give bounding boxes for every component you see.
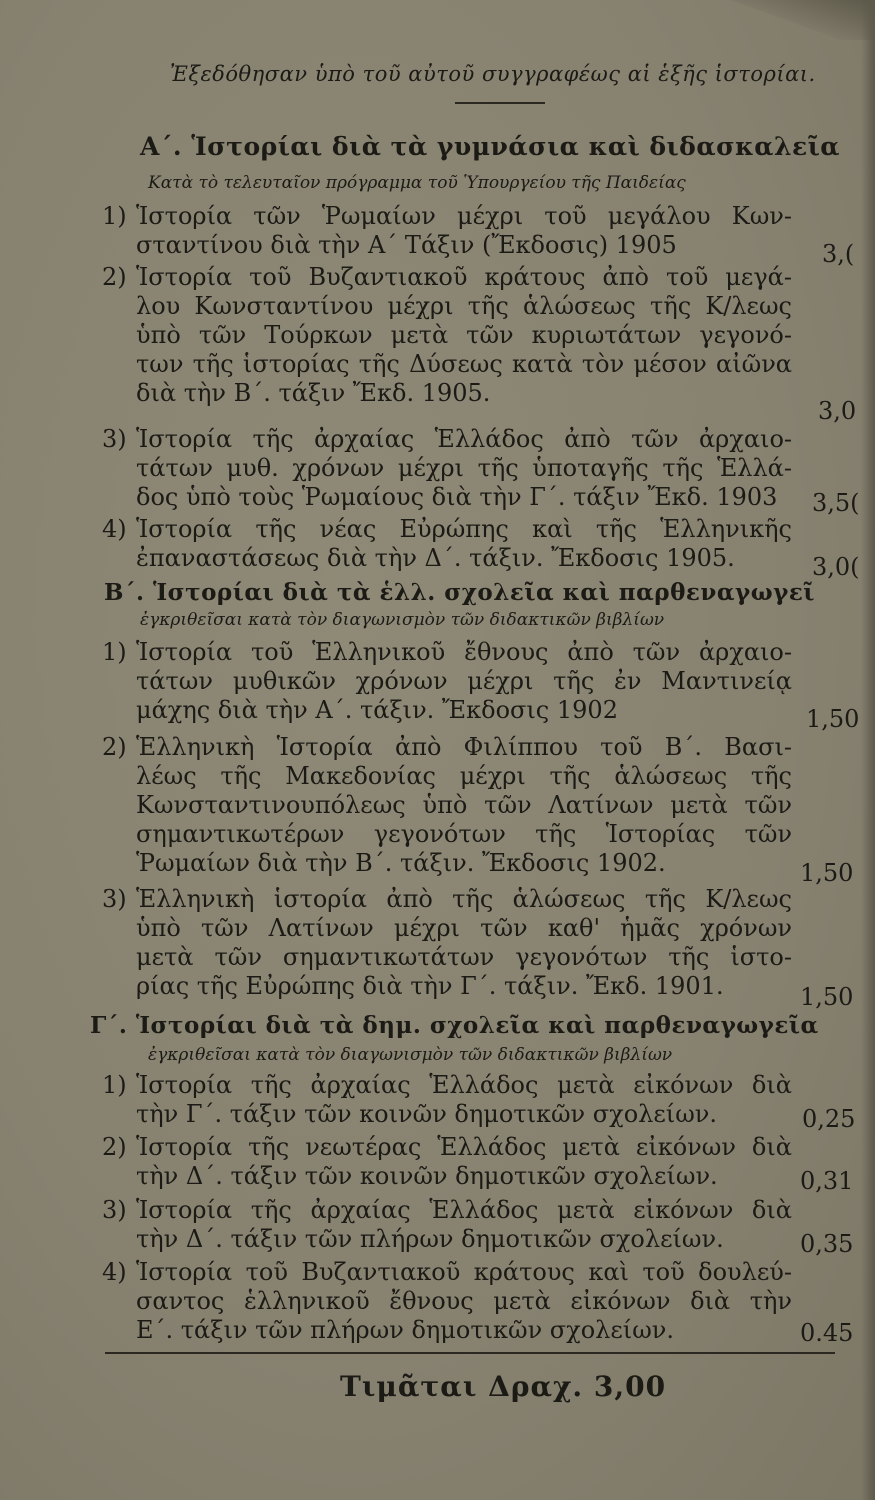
entry-line: Ἱστορία τῆς ἀρχαίας Ἑλλάδος ἀπὸ τῶν ἀρχαιο- [136, 425, 792, 453]
entry-line: Ἱστορία τῆς νέας Εὐρώπης καὶ τῆς Ἑλληνικῆς [136, 515, 792, 543]
section-c-title: Γ΄. Ἱστορίαι διὰ τὰ δημ. σχολεῖα καὶ παρθεναγωγεῖα [90, 1012, 819, 1039]
entry-price: 1,50 [806, 705, 860, 733]
entry-line: σημαντικωτέρων γεγονότων τῆς Ἱστορίας τῶν [136, 820, 792, 848]
section-c-entry-1 [102, 1071, 792, 1129]
entry-line: Ἑλληνικὴ ἱστορία ἀπὸ τῆς ἁλώσεως τῆς Κ/λεως [136, 885, 792, 913]
entry-line: τὴν Δ΄. τάξιν τῶν πλήρων δημοτικῶν σχολείων. [136, 1225, 724, 1253]
entry-line: ἐπαναστάσεως διὰ τὴν Δ΄. τάξιν. Ἔκδοσις 1905. [136, 544, 735, 572]
entry-line: Ἱστορία τοῦ Βυζαντιακοῦ κράτους καὶ τοῦ δουλεύ- [136, 1258, 792, 1286]
entry-price: 0,35 [800, 1230, 854, 1258]
section-c-entry-3 [102, 1196, 792, 1254]
entry-price: 0.45 [800, 1319, 854, 1347]
entry-number: 1) [102, 202, 127, 230]
section-a-entry-2 [102, 263, 792, 408]
entry-price: 3,0( [812, 553, 860, 581]
header-divider [455, 102, 545, 104]
entry-price: 0,25 [802, 1105, 856, 1133]
entry-price: 0,31 [800, 1167, 854, 1195]
entry-line: Ἑλληνικὴ Ἱστορία ἀπὸ Φιλίππου τοῦ Β΄. Βασι- [136, 733, 792, 761]
entry-line: Ἱστορία τοῦ Βυζαντιακοῦ κράτους ἀπὸ τοῦ μεγά- [136, 263, 792, 291]
section-c-entry-2 [102, 1133, 792, 1191]
entry-line: δος ὑπὸ τοὺς Ῥωμαίους διὰ τὴν Γ΄. τάξιν Ἔκδ. 1903 [136, 483, 778, 511]
entry-price: 1,50 [800, 983, 854, 1011]
entry-price: 3,0 [818, 397, 857, 425]
page-corner-fold [725, 0, 875, 40]
entry-line: Ἱστορία τῆς ἀρχαίας Ἑλλάδος μετὰ εἰκόνων διὰ [136, 1196, 792, 1224]
entry-line: Ἱστορία τῆς ἀρχαίας Ἑλλάδος μετὰ εἰκόνων διὰ [136, 1071, 792, 1099]
footer-divider [105, 1352, 835, 1354]
entry-line: λέως τῆς Μακεδονίας μέχρι τῆς ἁλώσεως τῆς [136, 762, 792, 790]
section-b-entry-2 [102, 733, 792, 878]
entry-line: σαντος ἑλληνικοῦ ἔθνους μετὰ εἰκόνων διὰ τὴν [136, 1287, 792, 1315]
entry-number: 3) [102, 885, 127, 913]
entry-number: 4) [102, 1258, 127, 1286]
entry-number: 4) [102, 515, 127, 543]
entry-line: λου Κωνσταντίνου μέχρι τῆς ἁλώσεως τῆς Κ/λεως [136, 292, 792, 320]
entry-number: 1) [102, 1071, 127, 1099]
entry-number: 2) [102, 1133, 127, 1161]
section-b-title: Β΄. Ἱστορίαι διὰ τὰ ἑλλ. σχολεῖα καὶ παρθεναγωγεῖ [104, 579, 815, 606]
section-c-entry-4 [102, 1258, 792, 1345]
entry-line: διὰ τὴν Β΄. τάξιν Ἔκδ. 1905. [136, 379, 491, 407]
section-a-entry-3 [102, 425, 792, 512]
section-a-title: Α΄. Ἱστορίαι διὰ τὰ γυμνάσια καὶ διδασκαλεῖα [140, 132, 841, 161]
entry-line: σταντίνου διὰ τὴν Α΄ Τάξιν (Ἔκδοσις) 1905 [136, 231, 677, 259]
entry-line: μετὰ τῶν σημαντικωτάτων γεγονότων τῆς ἱστο- [136, 943, 792, 971]
entry-price: 1,50 [800, 859, 854, 887]
section-a-subtitle: Κατὰ τὸ τελευταῖον πρόγραμμα τοῦ Ὑπουργείου τῆς Παιδείας [148, 173, 686, 193]
section-a-entry-4 [102, 515, 792, 573]
entry-number: 3) [102, 1196, 127, 1224]
entry-line: Ἱστορία τοῦ Ἑλληνικοῦ ἔθνους ἀπὸ τῶν ἀρχαιο- [136, 638, 792, 666]
entry-line: ὑπὸ τῶν Λατίνων μέχρι τῶν καθ' ἡμᾶς χρόνων [136, 914, 792, 942]
section-b-entry-3 [102, 885, 792, 1001]
header-text: Ἐξεδόθησαν ὑπὸ τοῦ αὐτοῦ συγγραφέως αἱ ἑξῆς ἱστορίαι. [170, 62, 816, 86]
entry-line: Ἱστορία τῶν Ῥωμαίων μέχρι τοῦ μεγάλου Κων- [136, 202, 792, 230]
section-b-subtitle: ἐγκριθεῖσαι κατὰ τὸν διαγωνισμὸν τῶν διδακτικῶν βιβλίων [140, 610, 665, 630]
entry-line: Ε΄. τάξιν τῶν πλήρων δημοτικῶν σχολείων. [136, 1316, 675, 1344]
entry-line: Κωνσταντινουπόλεως ὑπὸ τῶν Λατίνων μετὰ τῶν [136, 791, 792, 819]
entry-line: τὴν Γ΄. τάξιν τῶν κοινῶν δημοτικῶν σχολείων. [136, 1100, 717, 1128]
entry-line: Ἱστορία τῆς νεωτέρας Ἑλλάδος μετὰ εἰκόνων διὰ [136, 1133, 792, 1161]
entry-line: τάτων μυθικῶν χρόνων μέχρι τῆς ἐν Μαντινείᾳ [136, 667, 792, 695]
entry-number: 3) [102, 425, 127, 453]
section-a-entry-1 [102, 202, 792, 260]
entry-line: τὴν Δ΄. τάξιν τῶν κοινῶν δημοτικῶν σχολείων. [136, 1162, 718, 1190]
entry-number: 1) [102, 638, 127, 666]
entry-line: ρίας τῆς Εὐρώπης διὰ τὴν Γ΄. τάξιν. Ἔκδ. 1901. [136, 972, 724, 1000]
price-footer: Τιμᾶται Δραχ. 3,00 [340, 1370, 667, 1403]
entry-price: 3,( [822, 240, 855, 268]
entry-number: 2) [102, 733, 127, 761]
entry-line: μάχης διὰ τὴν Α΄. τάξιν. Ἔκδοσις 1902 [136, 696, 618, 724]
entry-line: Ῥωμαίων διὰ τὴν Β΄. τάξιν. Ἔκδοσις 1902. [136, 849, 666, 877]
entry-price: 3,5( [812, 489, 860, 517]
section-c-subtitle: ἐγκριθεῖσαι κατὰ τὸν διαγωνισμὸν τῶν διδακτικῶν βιβλίων [148, 1045, 673, 1065]
page-edge-shadow [861, 0, 875, 1500]
entry-line: τάτων μυθ. χρόνων μέχρι τῆς ὑποταγῆς τῆς Ἑλλά- [136, 454, 792, 482]
section-b-entry-1 [102, 638, 792, 725]
entry-line: των τῆς ἱστορίας τῆς Δύσεως κατὰ τὸν μέσον αἰῶνα [136, 350, 792, 378]
entry-line: ὑπὸ τῶν Τούρκων μετὰ τῶν κυριωτάτων γεγονό- [136, 321, 792, 349]
entry-number: 2) [102, 263, 127, 291]
